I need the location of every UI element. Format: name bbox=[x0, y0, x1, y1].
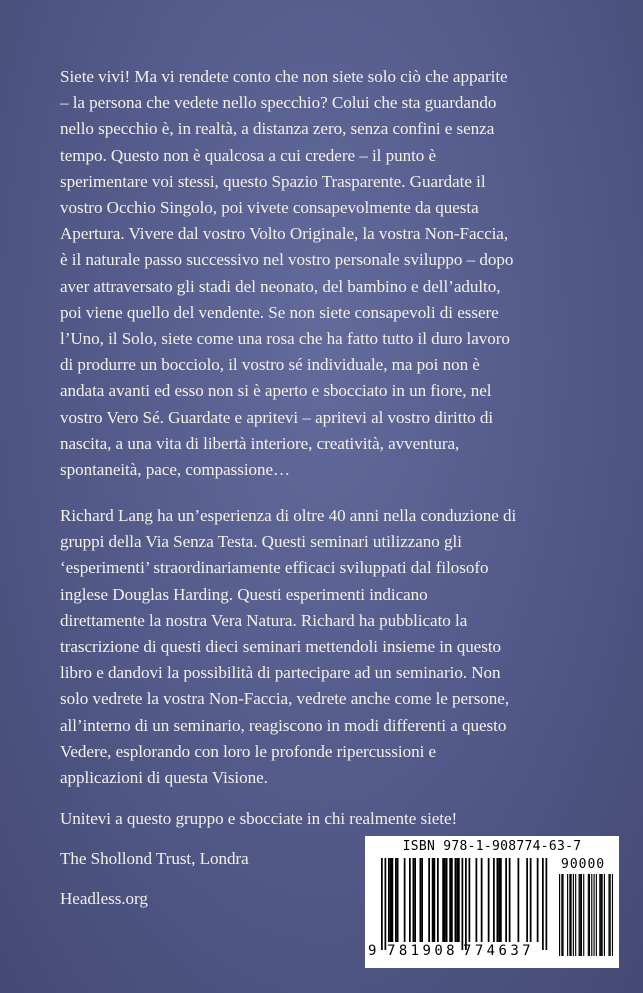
barcode-addon-bar bbox=[559, 874, 560, 956]
barcode-addon-bar bbox=[608, 874, 609, 956]
barcode-bar bbox=[442, 858, 444, 942]
barcode-addon-bar bbox=[602, 874, 603, 956]
blurb-line: solo vedrete la vostra Non-Faccia, vedrete anche come le persone, bbox=[60, 689, 510, 709]
barcode-bar bbox=[432, 858, 434, 942]
barcode-bar bbox=[397, 858, 399, 942]
blurb-paragraph-3 bbox=[60, 806, 600, 832]
ean-right-group: 774637 bbox=[463, 943, 534, 959]
publisher-text: The Shollond Trust, Londra bbox=[60, 849, 249, 868]
blurb-line: vostro Vero Sé. Guardate e apritevi – apritevi al vostro diritto di bbox=[60, 407, 494, 427]
barcode-addon-bar bbox=[571, 874, 572, 956]
blurb-line: Vedere, esplorando con loro le profonde ripercussioni e bbox=[60, 741, 437, 761]
barcode-addon-bar bbox=[610, 874, 611, 956]
barcode-bar bbox=[500, 858, 502, 942]
barcode-bar bbox=[428, 858, 430, 942]
barcode-bar bbox=[509, 858, 511, 942]
barcode-addon-bar bbox=[562, 874, 563, 956]
barcode-bar bbox=[413, 858, 415, 942]
blurb-line: tempo. Questo non è qualcosa a cui credere – il punto è bbox=[60, 145, 437, 165]
blurb-line: è il naturale passo successivo nel vostro personale sviluppo – dopo bbox=[60, 250, 514, 270]
isbn-label: ISBN 978-1-908774-63-7 bbox=[402, 839, 582, 854]
barcode-bar bbox=[526, 858, 528, 942]
barcode-addon-digits: 90000 bbox=[561, 857, 606, 872]
barcode-addon-bar bbox=[567, 874, 568, 956]
barcode-bar bbox=[498, 858, 500, 942]
barcode-bar bbox=[409, 858, 411, 942]
blurb-line: – la persona che vedete nello specchio? Colui che sta guardando bbox=[60, 93, 497, 113]
blurb-line: di produrre un bocciolo, il vostro sé individuale, ma poi non è bbox=[60, 355, 480, 375]
barcode-guard-bar bbox=[465, 858, 467, 950]
blurb-line: inglese Douglas Harding. Questi esperimenti indicano bbox=[60, 584, 428, 604]
blurb-line: nello specchio è, in realtà, a distanza zero, senza confini e senza bbox=[60, 119, 495, 139]
blurb-line: Apertura. Vivere dal vostro Volto Originale, la vostra Non-Faccia, bbox=[60, 224, 509, 244]
barcode-addon-bar bbox=[599, 874, 600, 956]
barcode-bar bbox=[537, 858, 539, 942]
barcode-addon-bar bbox=[573, 874, 574, 956]
barcode-bar bbox=[530, 858, 532, 942]
barcode-addon-bar bbox=[561, 874, 562, 956]
barcode-bar bbox=[497, 858, 499, 942]
barcode-guard-bar bbox=[542, 858, 544, 950]
barcode-addon-bar bbox=[612, 874, 613, 956]
barcode-bar bbox=[444, 858, 446, 942]
blurb-line: l’Uno, il Solo, siete come una rosa che ha fatto tutto il duro lavoro bbox=[60, 329, 510, 349]
barcode-bar bbox=[451, 858, 453, 942]
barcode-bar bbox=[434, 858, 436, 942]
barcode-addon-bar bbox=[604, 874, 605, 956]
barcode-addon-bar bbox=[569, 874, 570, 956]
barcode-bar bbox=[390, 858, 392, 942]
blurb-line: nascita, a una vita di libertà interiore, creatività, avventura, bbox=[60, 433, 460, 453]
barcode-bar bbox=[481, 858, 483, 942]
barcode-addon-bar bbox=[575, 874, 576, 956]
blurb-line: ‘esperimenti’ straordinariamente efficaci sviluppati dal filosofo bbox=[60, 558, 489, 578]
barcode-bar bbox=[395, 858, 397, 942]
blurb-line: trascrizione di questi dieci seminari mettendoli insieme in questo bbox=[60, 637, 502, 657]
blurb-paragraph-1 bbox=[60, 64, 600, 483]
barcode-bar bbox=[446, 858, 448, 942]
barcode-bar bbox=[392, 858, 394, 942]
blurb-paragraph-2 bbox=[60, 503, 600, 791]
blurb-line: applicazioni di questa Visione. bbox=[60, 768, 268, 788]
barcode-bar bbox=[493, 858, 495, 942]
barcode-bar bbox=[414, 858, 416, 942]
barcode-bar bbox=[421, 858, 423, 942]
barcode-bar bbox=[456, 858, 458, 942]
barcode-addon-bar bbox=[583, 874, 584, 956]
blurb-line: Siete vivi! Ma vi rendete conto che non siete solo ciò che apparite bbox=[60, 67, 508, 86]
barcode-guard-bar bbox=[381, 858, 383, 950]
barcode-addon-bar bbox=[579, 874, 580, 956]
blurb-line: direttamente la nostra Vera Natura. Richard ha pubblicato la bbox=[60, 610, 468, 630]
blurb-line: all’interno di un seminario, reagiscono in modi differenti a questo bbox=[60, 715, 507, 735]
blurb-line: gruppi della Via Senza Testa. Questi seminari utilizzano gli bbox=[60, 532, 462, 552]
barcode-addon-bar bbox=[581, 874, 582, 956]
barcode-addon-bar bbox=[580, 874, 581, 956]
barcode-addon-bar bbox=[589, 874, 590, 956]
blurb-line: Unitevi a questo gruppo e sbocciate in chi realmente siete! bbox=[60, 809, 458, 828]
barcode-bar bbox=[469, 858, 471, 942]
blurb-line: sperimentare voi stessi, questo Spazio Trasparente. Guardate il bbox=[60, 171, 486, 191]
blurb-line: Richard Lang ha un’esperienza di oltre 40 anni nella conduzione di bbox=[60, 506, 517, 525]
barcode-bar bbox=[420, 858, 422, 942]
blurb-line: andata avanti ed esso non si è aperto e sbocciato in un fiore, nel bbox=[60, 381, 492, 401]
barcode-bar bbox=[488, 858, 490, 942]
barcode-bar bbox=[458, 858, 460, 942]
blurb-line: poi viene quello del vendente. Se non siete consapevoli di essere bbox=[60, 302, 499, 322]
barcode-guard-bar bbox=[385, 858, 387, 950]
blurb-line: spontaneità, pace, compassione… bbox=[60, 460, 291, 480]
barcode-bar bbox=[505, 858, 507, 942]
barcode-addon-bar bbox=[600, 874, 601, 956]
blurb-line: aver attraversato gli stadi del neonato, del bambino e dell’adulto, bbox=[60, 276, 501, 296]
barcode-addon-bar bbox=[596, 874, 597, 956]
barcode-bar bbox=[455, 858, 457, 942]
barcode-addon-bar bbox=[594, 874, 595, 956]
barcode-guard-bar bbox=[462, 858, 464, 950]
barcode-bar bbox=[476, 858, 478, 942]
barcode-bar bbox=[437, 858, 439, 942]
barcode-addon-bar bbox=[588, 874, 589, 956]
barcode-bar bbox=[404, 858, 406, 942]
blurb-line: vostro Occhio Singolo, poi vivete consapevolmente da questa bbox=[60, 198, 479, 218]
barcode-guard-bar bbox=[546, 858, 548, 950]
barcode-bar bbox=[518, 858, 520, 942]
website-text: Headless.org bbox=[60, 889, 148, 908]
barcode-addon-bar bbox=[591, 874, 592, 956]
ean-first-digit: 9 bbox=[368, 943, 377, 959]
ean-left-group: 781908 bbox=[387, 943, 458, 959]
blurb-line: libro e dandovi la possibilità di partecipare ad un seminario. Non bbox=[60, 663, 501, 683]
isbn-barcode bbox=[365, 836, 619, 968]
barcode-bar bbox=[388, 858, 390, 942]
barcode-bar bbox=[449, 858, 451, 942]
